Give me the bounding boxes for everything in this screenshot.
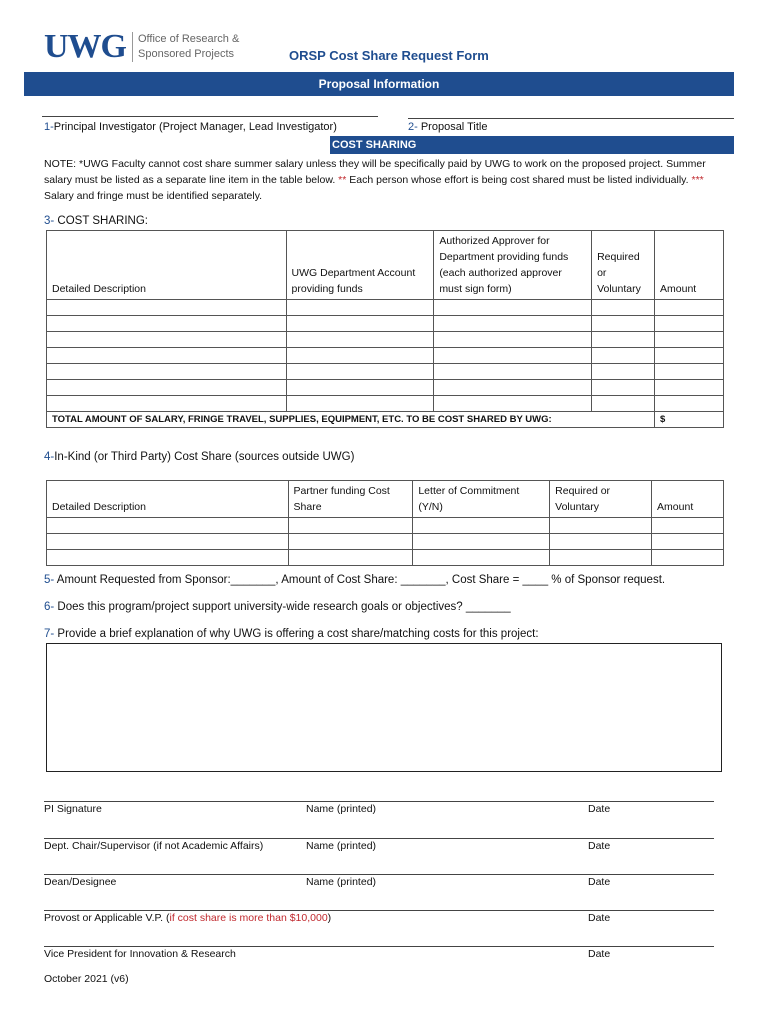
col-partner-funding: Partner funding Cost Share: [288, 481, 413, 518]
form-title: ORSP Cost Share Request Form: [289, 48, 489, 63]
table-row[interactable]: [47, 332, 724, 348]
section4-heading: [44, 451, 354, 463]
col-amount: Amount: [652, 481, 724, 518]
title-field-label: [408, 121, 487, 133]
note-part1: NOTE: *UWG Faculty cannot cost share summer salary unless they will be specifically paid by UWG to work on the proposed project. Summer salary must be listed as a separate line item in the table below.: [44, 158, 706, 186]
col-required-voluntary: Required or Voluntary: [550, 481, 652, 518]
note-part3: Each person whose effort is being cost shared must be listed individually.: [346, 174, 692, 186]
sig-name-label: Name (printed): [306, 803, 377, 815]
section4-label: In-Kind (or Third Party) Cost Share (sources outside UWG): [54, 451, 355, 463]
title-input-line[interactable]: [408, 118, 734, 119]
col-dept-account: UWG Department Account providing funds: [286, 231, 434, 300]
q6-num: 6-: [44, 601, 55, 613]
sig-label-pi: PI Signature: [44, 803, 102, 815]
table-row[interactable]: [47, 534, 724, 550]
col-amount: Amount: [655, 231, 724, 300]
signature-line[interactable]: [44, 801, 714, 802]
q7-text: Provide a brief explanation of why UWG is offering a cost share/matching costs for this project:: [54, 628, 539, 640]
q6-text: Does this program/project support university-wide research goals or objectives? _______: [54, 601, 511, 613]
table-row[interactable]: [47, 364, 724, 380]
title-field-num: 2-: [408, 121, 418, 133]
page-header: [44, 30, 734, 70]
pi-field-num: 1-: [44, 121, 54, 133]
explanation-textbox[interactable]: [46, 643, 722, 772]
pi-field-text: Principal Investigator (Project Manager, Lead Investigator): [53, 121, 337, 133]
provost-label: Provost or Applicable V.P. (: [44, 912, 170, 924]
q5-text: Amount Requested from Sponsor:_______, Amount of Cost Share: _______, Cost Share = ____ % of Sponsor request.: [54, 574, 666, 586]
table-header-row: [47, 481, 724, 518]
office-name: [132, 32, 239, 62]
table-header-row: [47, 231, 724, 300]
sig-date-label: Date: [588, 840, 611, 852]
office-line-2: Sponsored Projects: [138, 48, 234, 60]
note-part5: Salary and fringe must be identified separately.: [44, 190, 263, 202]
sig-date-label: Date: [588, 912, 611, 924]
uwg-logo: UWG: [44, 28, 126, 65]
note-part2: **: [338, 174, 347, 186]
total-value[interactable]: $: [655, 412, 724, 428]
sig-date-label: Date: [588, 803, 611, 815]
table-row[interactable]: [47, 396, 724, 412]
in-kind-table: [46, 480, 724, 566]
question-7: [44, 628, 539, 640]
section3-num: 3-: [44, 215, 55, 227]
section4-num: 4-: [44, 451, 55, 463]
sig-date-label: Date: [588, 876, 611, 888]
table-row[interactable]: [47, 316, 724, 332]
sig-label-provost: [44, 912, 331, 924]
section3-label: COST SHARING:: [54, 215, 148, 227]
sig-date-label: Date: [588, 948, 611, 960]
cost-sharing-bar: [330, 136, 734, 154]
q7-num: 7-: [44, 628, 55, 640]
sig-label-vp: Vice President for Innovation & Research: [44, 948, 236, 960]
title-field-text: Proposal Title: [417, 121, 488, 133]
sig-label-dean: Dean/Designee: [44, 876, 117, 888]
version-footer: October 2021 (v6): [44, 973, 129, 985]
pi-input-line[interactable]: [42, 116, 378, 117]
col-letter-of-commitment: Letter of Commitment (Y/N): [413, 481, 550, 518]
cost-share-note: [44, 156, 734, 204]
office-line-1: Office of Research &: [138, 33, 240, 45]
sig-name-label: Name (printed): [306, 876, 377, 888]
pi-field-label: [44, 121, 337, 133]
total-row: [47, 412, 724, 428]
table-row[interactable]: [47, 550, 724, 566]
col-detailed-description: Detailed Description: [47, 231, 287, 300]
question-5: [44, 574, 665, 586]
cost-sharing-bar-label: COST SHARING: [332, 139, 417, 151]
sig-name-label: Name (printed): [306, 840, 377, 852]
provost-note: if cost share is more than $10,000: [169, 912, 328, 924]
signature-line[interactable]: [44, 946, 714, 947]
col-detailed-description: Detailed Description: [47, 481, 289, 518]
question-6: [44, 601, 511, 613]
proposal-info-bar: Proposal Information: [24, 72, 734, 96]
note-part4: ***: [691, 174, 704, 186]
section3-heading: [44, 215, 148, 227]
table-row[interactable]: [47, 348, 724, 364]
table-row[interactable]: [47, 380, 724, 396]
signature-line[interactable]: [44, 874, 714, 875]
q5-num: 5-: [44, 574, 55, 586]
signature-line[interactable]: [44, 910, 714, 911]
col-authorized-approver: Authorized Approver for Department providing funds (each authorized approver must sign form): [434, 231, 592, 300]
provost-close: ): [327, 912, 332, 924]
cost-sharing-table: [46, 230, 724, 428]
table-row[interactable]: [47, 518, 724, 534]
table-row[interactable]: [47, 300, 724, 316]
total-label: TOTAL AMOUNT OF SALARY, FRINGE TRAVEL, SUPPLIES, EQUIPMENT, ETC. TO BE COST SHARED BY UWG:: [47, 412, 655, 428]
signature-line[interactable]: [44, 838, 714, 839]
col-required-voluntary: Required or Voluntary: [592, 231, 655, 300]
sig-label-chair: Dept. Chair/Supervisor (if not Academic Affairs): [44, 840, 264, 852]
